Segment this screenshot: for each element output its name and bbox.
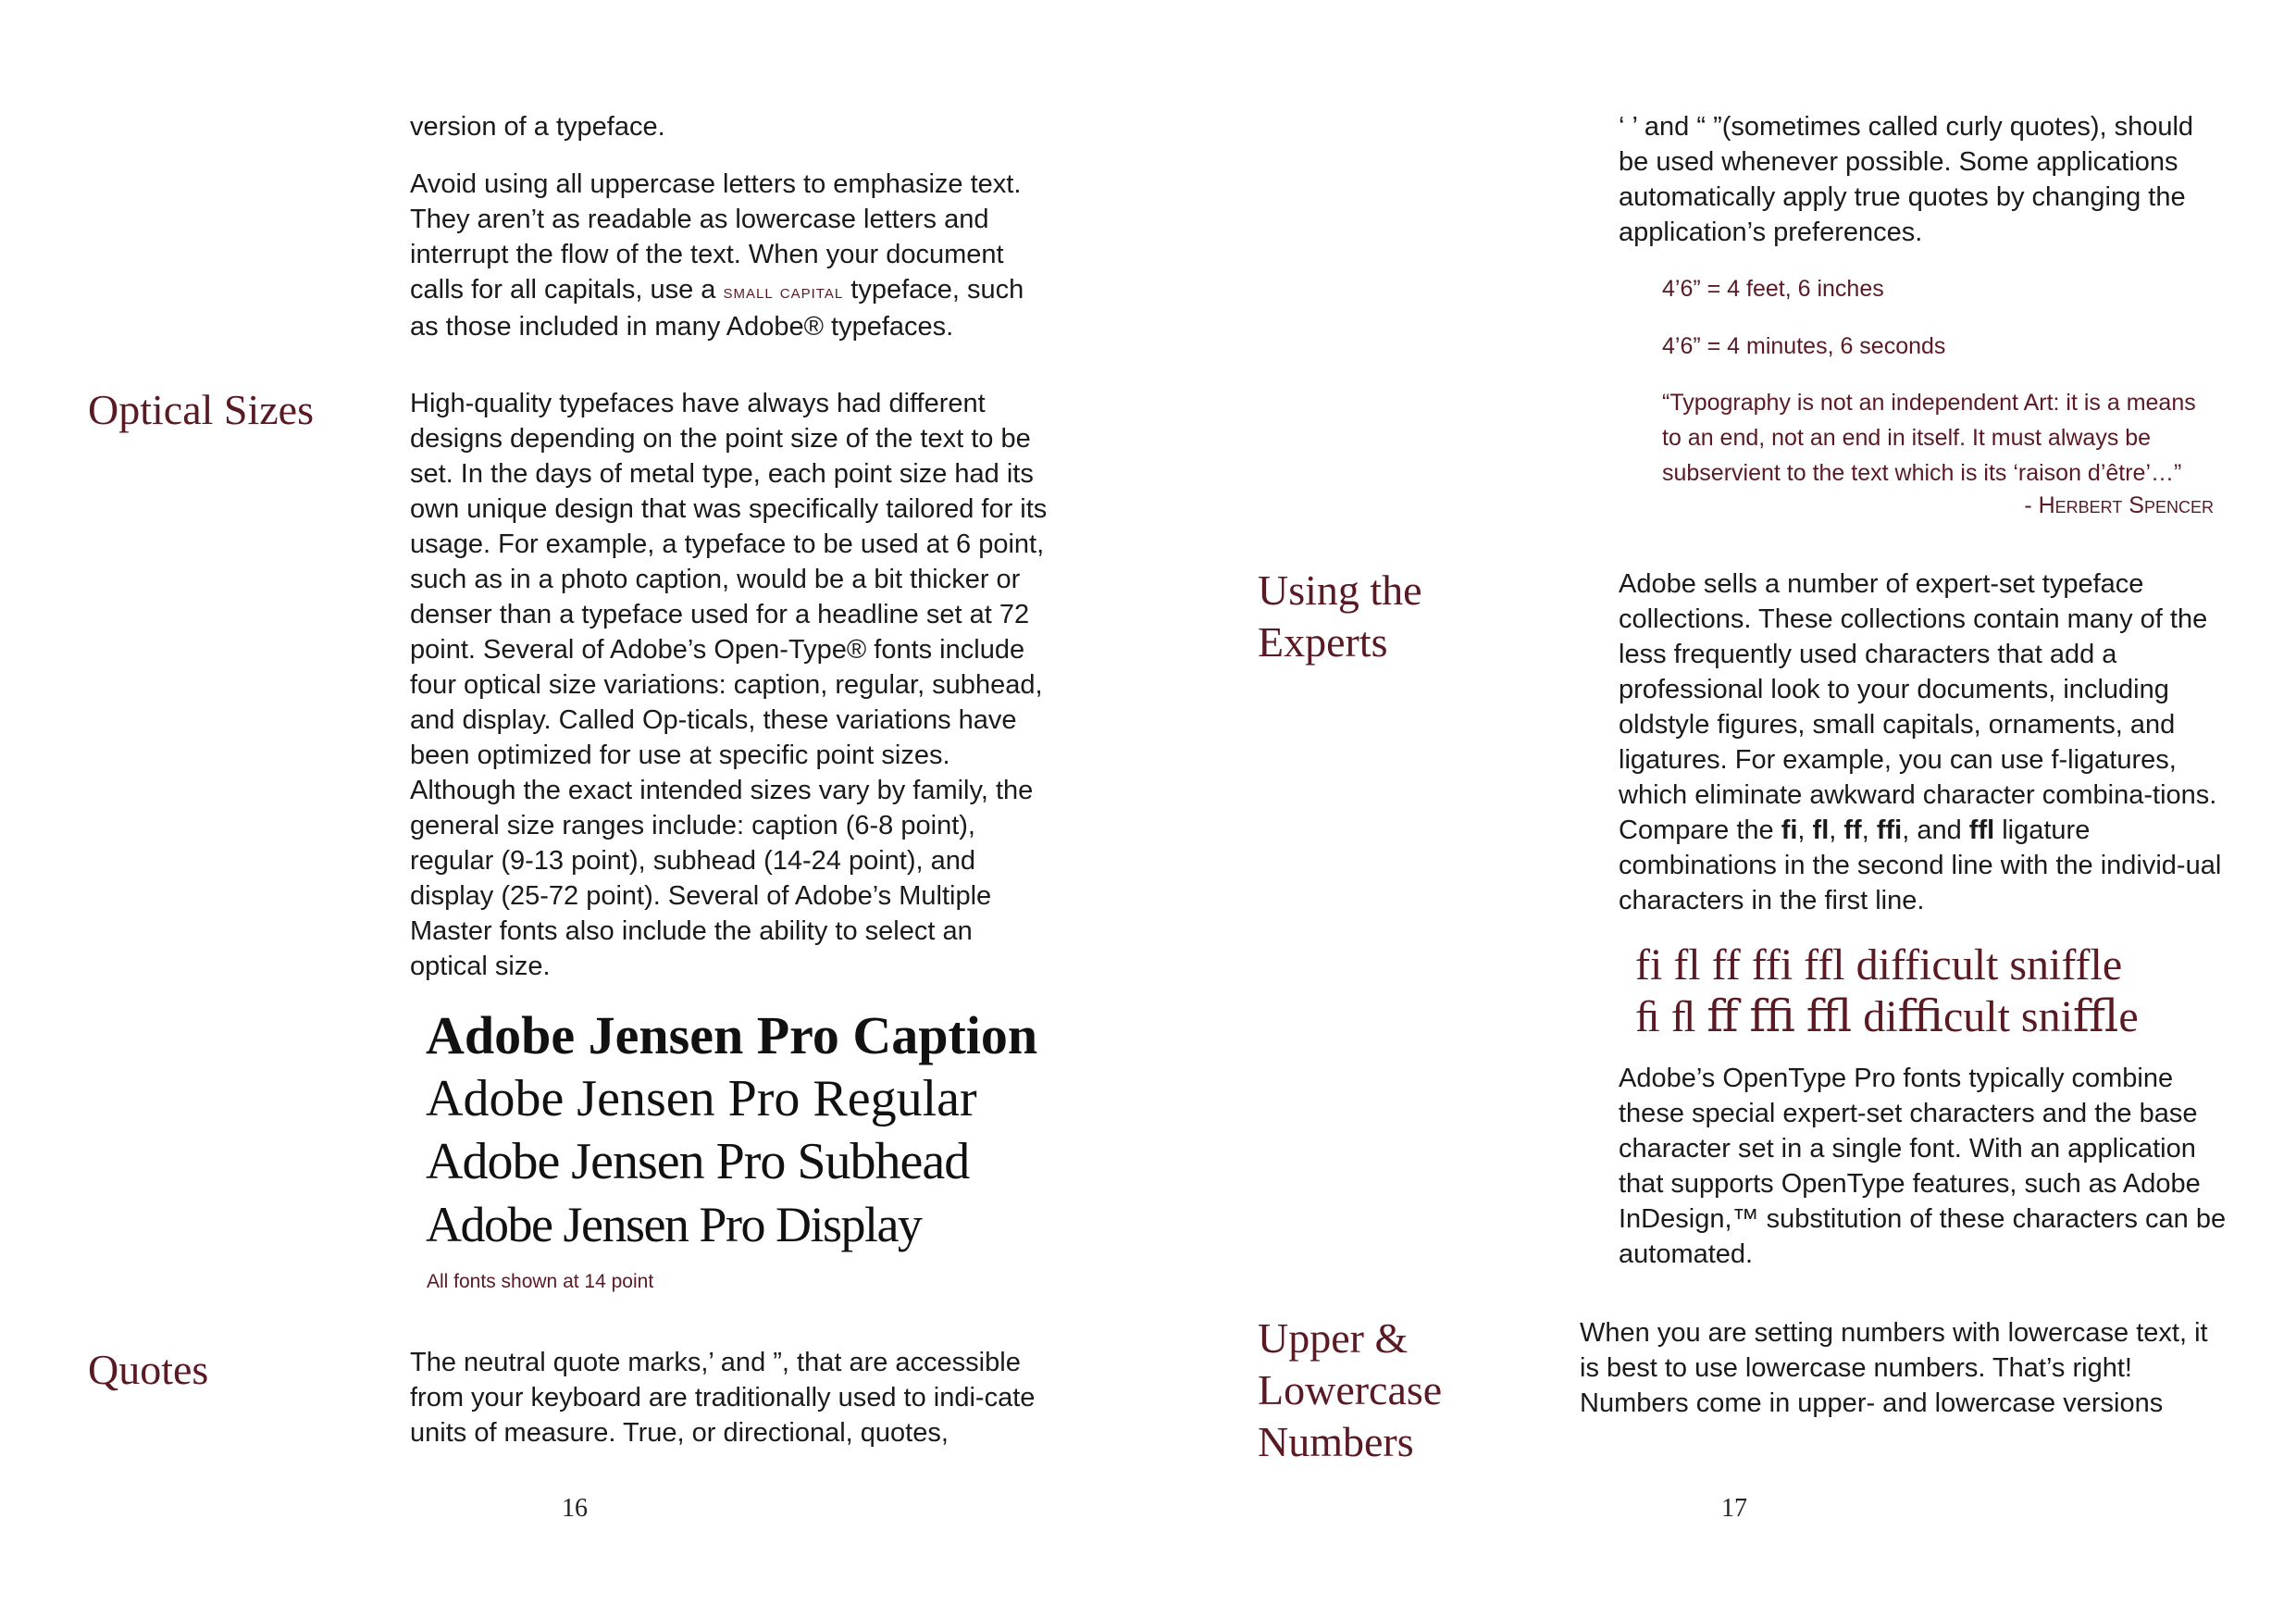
sample-caption: Adobe Jensen Pro Caption bbox=[426, 1005, 1038, 1065]
quotes-continued: ‘ ’ and “ ”(sometimes called curly quotes), should be used whenever possible. Some applications automatically apply true quotes by changing the application’s preferences. bbox=[1619, 112, 2194, 247]
jensen-samples bbox=[426, 1004, 1074, 1256]
intro-p2-text-b: typeface, such as those included in many Adobe® typefaces. bbox=[410, 275, 1024, 342]
optical-sizes-body: High-quality typefaces have always had different designs depending on the point size of the text to be set. In the days of metal type, each point size had its own unique design that was specifically tailored for its usage. For example, a typeface to be used at 6 point, such as in a photo caption, would be a bit thicker or denser than a typeface used for a headline set at 72 point. Several of Adobe’s Open-Type® fonts include four optical size variations: caption, regular, subhead, and display. Called Op-ticals, these variations have been optimized for use at specific point sizes. Although the exact intended sizes vary by family, the general size ranges include: caption (6-8 point), regular (9-13 point), subhead (14-24 point), and display (25-72 point). Several of Adobe’s Multiple Master fonts also include the ability to select an optical size. bbox=[410, 389, 1048, 981]
experts-text-b: ligature combinations in the second line with the individ-ual characters in the first line. bbox=[1619, 815, 2222, 915]
experts-body: Adobe sells a number of expert-set typeface collections. These collections contain many of the less frequently used characters that add a professional look to your documents, including oldstyle figures, small capitals, ornaments, and ligatures. For example, you can use f-ligatures, which eliminate awkward character combina-tions. Compare the fi, fl, ff, ffi, and ffl ligature combinations in the second line with the individ-ual characters in the first line. bbox=[1619, 569, 2222, 915]
heading-experts-line-1: Using the bbox=[1258, 566, 1422, 614]
heading-experts-line-2: Experts bbox=[1258, 618, 1388, 666]
samples-caption: All fonts shown at 14 point bbox=[427, 1271, 654, 1292]
intro-text bbox=[410, 109, 1049, 344]
intro-p2-text-a: Avoid using all uppercase letters to emphasize text. They aren’t as readable as lowercase letters and interrupt the flow of the text. When your document calls for all capitals, use a bbox=[410, 169, 1022, 305]
heading-using-the-experts bbox=[1258, 565, 1422, 668]
quote-attribution bbox=[1662, 491, 2214, 520]
spencer-quote bbox=[1662, 385, 2214, 520]
example-minutes: 4’6” = 4 minutes, 6 seconds bbox=[1662, 333, 1946, 359]
page-number-left: 16 bbox=[562, 1494, 588, 1523]
page-number-right: 17 bbox=[1721, 1494, 1747, 1523]
heading-quotes: Quotes bbox=[88, 1346, 209, 1393]
heading-upper-lowercase-numbers bbox=[1258, 1313, 1442, 1468]
small-capital-sample: small capital bbox=[723, 280, 844, 303]
example-feet: 4’6” = 4 feet, 6 inches bbox=[1662, 276, 1884, 302]
ligature-demo bbox=[1635, 940, 2139, 1043]
heading-numbers-line-1: Upper & bbox=[1258, 1314, 1409, 1362]
heading-optical-sizes: Optical Sizes bbox=[88, 386, 314, 433]
intro-paragraph-2 bbox=[410, 167, 1049, 344]
quotes-body: The neutral quote marks,’ and ”, that are accessible from your keyboard are traditionally used to indi-cate units of measure. True, or directional, quotes, bbox=[410, 1348, 1036, 1448]
numbers-body: When you are setting numbers with lowercase text, it is best to use lowercase numbers. That’s right! Numbers come in upper- and lowercase versions bbox=[1580, 1318, 2208, 1418]
intro-paragraph-1: version of a typeface. bbox=[410, 112, 665, 142]
experts-text-a: Adobe sells a number of expert-set typeface collections. These collections contain many of the less frequently used characters that add a professional look to your documents, including oldstyle figures, small capitals, ornaments, and ligatures. For example, you can use f-ligatures, which eliminate awkward character combina-tions. Compare the bbox=[1619, 569, 2217, 845]
sample-display: Adobe Jensen Pro Display bbox=[426, 1197, 922, 1252]
sample-subhead: Adobe Jensen Pro Subhead bbox=[426, 1133, 970, 1190]
lig-fl: fl bbox=[1812, 815, 1830, 845]
ligature-line-separate: fi fl ff ffi ffl difficult sniffle bbox=[1635, 940, 2123, 989]
quote-text: “Typography is not an independent Art: it is a means to an end, not an end in itself. It must always be subservient to the text which is its ‘raison d’être’…” bbox=[1662, 390, 2196, 486]
heading-numbers-line-3: Numbers bbox=[1258, 1418, 1414, 1465]
lig-ffi: ffi bbox=[1876, 815, 1903, 845]
lig-ffl: ffl bbox=[1968, 815, 1995, 845]
lig-ff: ff bbox=[1843, 815, 1862, 845]
heading-numbers-line-2: Lowercase bbox=[1258, 1366, 1443, 1413]
opentype-body: Adobe’s OpenType Pro fonts typically combine these special expert-set characters and the base character set in a single font. With an application that supports OpenType features, such as Adobe InDesign,™ substitution of these characters can be automated. bbox=[1619, 1064, 2227, 1269]
sample-regular: Adobe Jensen Pro Regular bbox=[426, 1070, 977, 1127]
ligature-line-combined: ﬁ ﬂ ﬀ ﬃ ﬄ diﬃcult sniﬄe bbox=[1635, 992, 2139, 1041]
attribution-text: - Herbert Spencer bbox=[2024, 492, 2214, 518]
lig-fi: fi bbox=[1781, 815, 1798, 845]
